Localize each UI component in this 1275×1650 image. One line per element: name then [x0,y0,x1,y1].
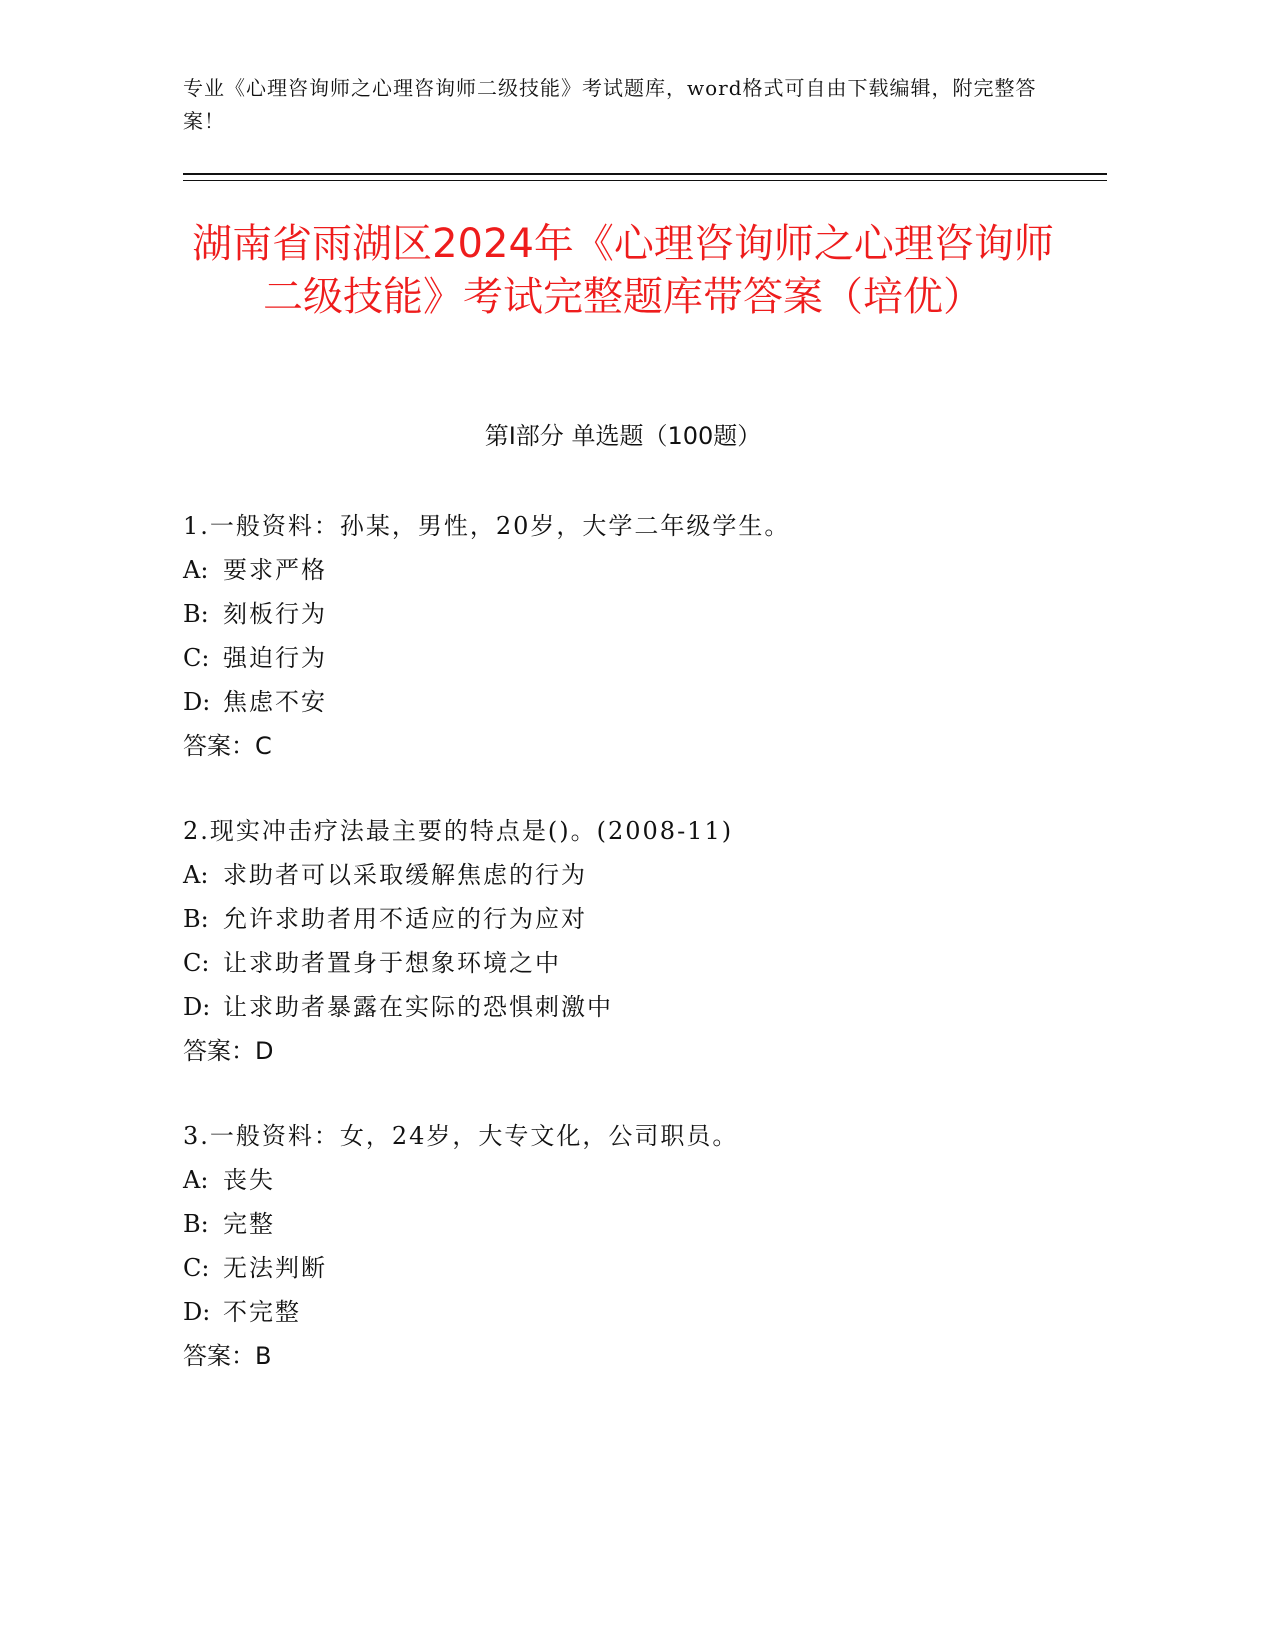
option-key: D: [183,993,211,1021]
option-a [183,548,1083,592]
option-text: 刻板行为 [223,600,327,628]
option-text: 求助者可以采取缓解焦虑的行为 [223,861,587,889]
option-c [183,636,1083,680]
option-text: 让求助者置身于想象环境之中 [223,949,561,977]
option-text: 允许求助者用不适应的行为应对 [223,905,587,933]
option-a [183,1158,1083,1202]
answer-line: 答案：D [183,1037,274,1065]
option-c [183,941,1083,985]
option-d [183,985,1083,1029]
question-stem: 1.一般资料：孙某，男性，20岁，大学二年级学生。 [183,512,791,540]
option-c [183,1246,1083,1290]
question-item [183,504,1083,768]
option-key: D: [183,688,211,716]
option-key: D: [183,1298,211,1326]
option-text: 让求助者暴露在实际的恐惧刺激中 [223,993,613,1021]
header-divider-thin [183,180,1107,181]
option-text: 焦虑不安 [223,688,327,716]
option-key: C: [183,644,210,672]
option-d [183,680,1083,724]
option-d [183,1290,1083,1334]
option-key: C: [183,949,210,977]
option-text: 无法判断 [223,1254,327,1282]
header-note: 专业《心理咨询师之心理咨询师二级技能》考试题库，word格式可自由下载编辑，附完整答案！ [183,76,1037,133]
option-b [183,1202,1083,1246]
option-text: 完整 [223,1210,275,1238]
option-b [183,897,1083,941]
option-text: 丧失 [223,1166,275,1194]
header-divider [183,173,1107,175]
document-title: 湖南省雨湖区2024年《心理咨询师之心理咨询师二级技能》考试完整题库带答案（培优） [192,221,1054,320]
option-b [183,592,1083,636]
question-stem: 2.现实冲击疗法最主要的特点是()。(2008-11) [183,817,734,845]
option-key: B: [183,905,209,933]
answer-line: 答案：B [183,1342,272,1370]
question-item [183,809,1083,1073]
option-key: B: [183,1210,209,1238]
answer-line: 答案：C [183,732,272,760]
option-a [183,853,1083,897]
option-key: C: [183,1254,210,1282]
section-heading: 第I部分 单选题（100题） [484,422,762,450]
question-item [183,1114,1083,1378]
option-text: 要求严格 [223,556,327,584]
option-text: 强迫行为 [223,644,327,672]
option-key: A: [183,1166,209,1194]
option-text: 不完整 [223,1298,301,1326]
option-key: A: [183,556,209,584]
option-key: A: [183,861,209,889]
question-stem: 3.一般资料：女，24岁，大专文化，公司职员。 [183,1122,739,1150]
option-key: B: [183,600,209,628]
